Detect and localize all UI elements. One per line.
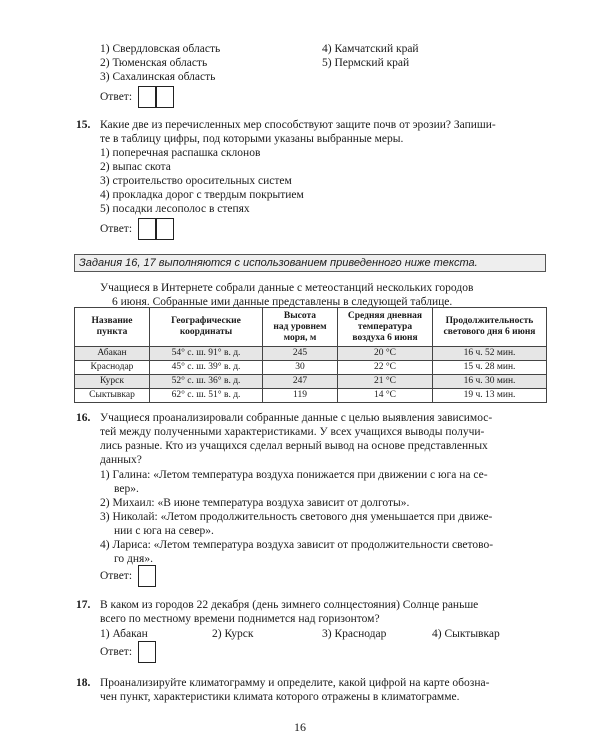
q15-text (100, 118, 548, 146)
cell-altitude: 245 (263, 347, 338, 361)
q15-option-4: 4) прокладка дорог с твердым покрытием (100, 189, 304, 201)
cell-name: Абакан (75, 347, 150, 361)
cell-coordinates: 52° с. ш. 36° в. д. (150, 375, 263, 389)
q16-option-3: 3) Николай: «Летом продолжительность светового дня уменьшается при движе- нии с юга на север». (100, 511, 493, 537)
q17-answer-label: Ответ: (100, 646, 133, 658)
q14-option-3: 3) Сахалинская область (100, 71, 216, 83)
cell-temperature: 21 °C (338, 375, 433, 389)
table-row (75, 347, 547, 361)
q14-option-4: 4) Камчатский край (322, 43, 419, 55)
cell-temperature: 20 °C (338, 347, 433, 361)
intro-line-2: 6 июня. Собранные ими данные представлены в следующей таблице. (112, 296, 453, 308)
cell-coordinates: 62° с. ш. 51° в. д. (150, 389, 263, 403)
q16-number: 16. (76, 412, 91, 424)
q16-option-1: 1) Галина: «Летом температура воздуха понижается при движении с юга на се- вер». (100, 469, 488, 495)
q16-text (100, 411, 548, 467)
page-number: 16 (294, 720, 306, 734)
q15-answer-box-1[interactable] (138, 218, 156, 240)
q18-number: 18. (76, 677, 91, 689)
q15-text-line-1: Какие две из перечисленных мер способствуют защите почв от эрозии? Запиши- (100, 119, 496, 131)
cell-daylight: 16 ч. 52 мин. (433, 347, 547, 361)
q17-answer-row (100, 641, 160, 663)
q15-option-1: 1) поперечная распашка склонов (100, 147, 261, 159)
cell-coordinates: 54° с. ш. 91° в. д. (150, 347, 263, 361)
q15-number: 15. (76, 119, 91, 131)
header-name: Название пункта (75, 308, 150, 347)
q16-text-line-2: тей между полученными характеристиками. У всех учащихся выводы получи- (100, 426, 485, 438)
cell-name: Курск (75, 375, 150, 389)
table-row (75, 375, 547, 389)
cell-daylight: 15 ч. 28 мин. (433, 361, 547, 375)
cell-altitude: 30 (263, 361, 338, 375)
q17-text (100, 598, 548, 626)
q16-text-line-3: лись разные. Кто из учащихся сделал верный вывод на основе представленных (100, 440, 488, 452)
q18-text-line-2: чен пункт, характеристики климата которого отражены в климатограмме. (100, 691, 460, 703)
q16-text-line-1: Учащиеся проанализировали собранные данные с целью выявления зависимос- (100, 412, 493, 424)
cell-coordinates: 45° с. ш. 39° в. д. (150, 361, 263, 375)
header-altitude: Высота над уровнем моря, м (263, 308, 338, 347)
q15-option-2: 2) выпас скота (100, 161, 171, 173)
cell-daylight: 16 ч. 30 мин. (433, 375, 547, 389)
table-header-row (75, 308, 547, 347)
q15-text-line-2: те в таблицу цифры, под которыми указаны выбранные меры. (100, 133, 404, 145)
q14-answer-label: Ответ: (100, 91, 133, 103)
q14-option-5: 5) Пермский край (322, 57, 410, 69)
q18-text-line-1: Проанализируйте климатограмму и определите, какой цифрой на карте обозна- (100, 677, 490, 689)
header-daylight: Продолжительность светового дня 6 июня (433, 308, 547, 347)
q17-text-line-2: всего по местному времени поднимется над горизонтом? (100, 613, 380, 625)
q16-answer-label: Ответ: (100, 570, 133, 582)
cell-altitude: 119 (263, 389, 338, 403)
q14-option-2: 2) Тюменская область (100, 57, 208, 69)
cell-name: Сыктывкар (75, 389, 150, 403)
table-row (75, 361, 547, 375)
q17-text-line-1: В каком из городов 22 декабря (день зимнего солнцестояния) Солнце раньше (100, 599, 479, 611)
q17-option-3: 3) Краснодар (322, 628, 387, 640)
cell-altitude: 247 (263, 375, 338, 389)
q15-answer-box-2[interactable] (156, 218, 174, 240)
q15-answer-row (100, 218, 180, 240)
q17-option-2: 2) Курск (212, 628, 254, 640)
q14-answer-box-2[interactable] (156, 86, 174, 108)
intro-text (100, 281, 548, 309)
q17-option-1: 1) Абакан (100, 628, 148, 640)
q16-answer-row (100, 565, 160, 587)
q14-answer-box-1[interactable] (138, 86, 156, 108)
q15-option-5: 5) посадки лесополос в степях (100, 203, 250, 215)
q16-answer-box[interactable] (138, 565, 156, 587)
intro-line-1: Учащиеся в Интернете собрали данные с метеостанций нескольких городов (100, 282, 474, 294)
header-coordinates: Географические координаты (150, 308, 263, 347)
cell-temperature: 22 °C (338, 361, 433, 375)
header-temperature: Средняя дневная температура воздуха 6 июня (338, 308, 433, 347)
q15-answer-label: Ответ: (100, 223, 133, 235)
q16-text-line-4: данных? (100, 454, 142, 466)
table-row (75, 389, 547, 403)
q17-answer-box[interactable] (138, 641, 156, 663)
q16-option-4: 4) Лариса: «Летом температура воздуха зависит от продолжительности светово- го дня». (100, 539, 494, 565)
cell-name: Краснодар (75, 361, 150, 375)
q17-option-4: 4) Сыктывкар (432, 628, 500, 640)
q14-answer-row (100, 86, 180, 108)
q15-option-3: 3) строительство оросительных систем (100, 175, 292, 187)
cell-daylight: 19 ч. 13 мин. (433, 389, 547, 403)
q16-option-2: 2) Михаил: «В июне температура воздуха зависит от долготы». (100, 497, 410, 509)
weather-table (74, 307, 547, 403)
q18-text (100, 676, 548, 704)
q14-option-1: 1) Свердловская область (100, 43, 221, 55)
tasks-note: Задания 16, 17 выполняются с использованием приведенного ниже текста. (74, 254, 546, 272)
q17-number: 17. (76, 599, 91, 611)
cell-temperature: 14 °C (338, 389, 433, 403)
